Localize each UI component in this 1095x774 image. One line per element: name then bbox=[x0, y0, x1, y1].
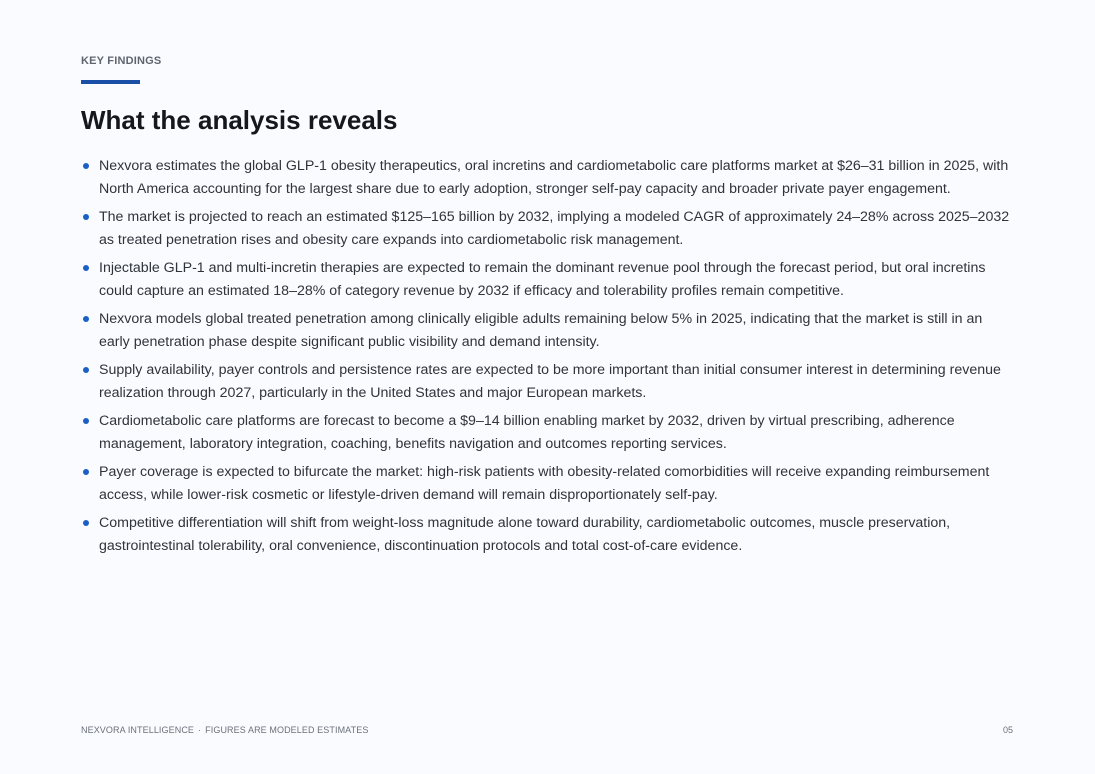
bullet-dot-icon bbox=[83, 316, 89, 322]
section-eyebrow: KEY FINDINGS bbox=[81, 55, 162, 67]
footer-brand: NEXVORA INTELLIGENCE bbox=[81, 725, 195, 735]
bullet-dot-icon bbox=[83, 367, 89, 373]
finding-item bbox=[81, 461, 1016, 506]
finding-text: Supply availability, payer controls and persistence rates are expected to be more important than initial consumer interest in determining revenue realization through 2027, particularly in the United States and major European markets. bbox=[99, 362, 1001, 401]
finding-item bbox=[81, 206, 1016, 251]
footer-separator: · bbox=[198, 725, 202, 735]
bullet-dot-icon bbox=[83, 163, 89, 169]
finding-item bbox=[81, 155, 1016, 200]
finding-item bbox=[81, 359, 1016, 404]
finding-text: Cardiometabolic care platforms are forecast to become a $9–14 billion enabling market by 2032, driven by virtual prescribing, adherence management, laboratory integration, coaching, benefits navigation and outcomes reporting services. bbox=[99, 413, 955, 452]
finding-item bbox=[81, 308, 1016, 353]
finding-text: The market is projected to reach an estimated $125–165 billion by 2032, implying a modeled CAGR of approximately 24–28% across 2025–2032 as treated penetration rises and obesity care expands into cardiometabolic risk management. bbox=[99, 209, 1010, 248]
finding-text: Payer coverage is expected to bifurcate the market: high-risk patients with obesity-related comorbidities will receive expanding reimbursement access, while lower-risk cosmetic or lifestyle-driven demand will remain disproportionately self-pay. bbox=[99, 464, 990, 503]
finding-text: Competitive differentiation will shift from weight-loss magnitude alone toward durability, cardiometabolic outcomes, muscle preservation, gastrointestinal tolerability, oral convenience, discontinuation protocols and total cost-of-care evidence. bbox=[99, 515, 951, 554]
finding-item bbox=[81, 410, 1016, 455]
footer-note: FIGURES ARE MODELED ESTIMATES bbox=[205, 725, 369, 735]
finding-text: Nexvora models global treated penetration among clinically eligible adults remaining below 5% in 2025, indicating that the market is still in an early penetration phase despite significant public visibility and demand intensity. bbox=[99, 311, 983, 350]
bullet-dot-icon bbox=[83, 214, 89, 220]
findings-list bbox=[81, 155, 1016, 563]
bullet-dot-icon bbox=[83, 469, 89, 475]
page-number: 05 bbox=[1002, 725, 1013, 735]
finding-text: Injectable GLP-1 and multi-incretin therapies are expected to remain the dominant revenue pool through the forecast period, but oral incretins could capture an estimated 18–28% of category revenue by 2032 if efficacy and tolerability profiles remain competitive. bbox=[99, 260, 986, 299]
accent-rule bbox=[81, 80, 140, 84]
finding-item bbox=[81, 257, 1016, 302]
bullet-dot-icon bbox=[83, 265, 89, 271]
page-title: What the analysis reveals bbox=[81, 105, 398, 135]
finding-text: Nexvora estimates the global GLP-1 obesity therapeutics, oral incretins and cardiometabolic care platforms market at $26–31 billion in 2025, with North America accounting for the largest share due to early adoption, stronger self-pay capacity and broader private payer engagement. bbox=[99, 158, 1009, 197]
footer-credit bbox=[81, 725, 368, 735]
finding-item bbox=[81, 512, 1016, 557]
bullet-dot-icon bbox=[83, 520, 89, 526]
bullet-dot-icon bbox=[83, 418, 89, 424]
